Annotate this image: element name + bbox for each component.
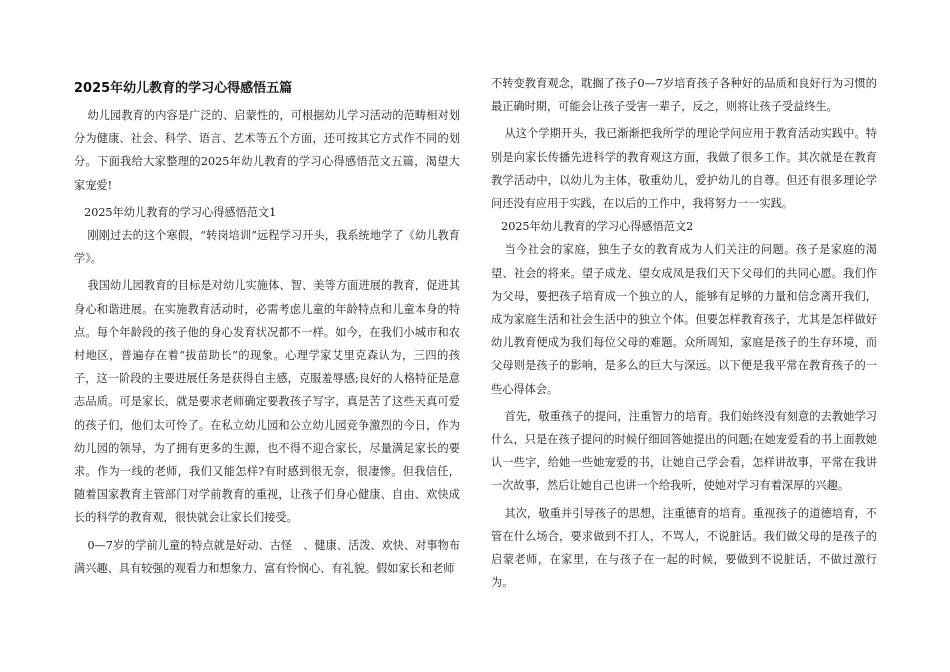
section-heading-1: 2025年幼儿教育的学习心得感悟范文1 bbox=[84, 205, 277, 219]
paragraph: 首先，敬重孩子的提问，注重智力的培育。我们始终没有刻意的去教她学习什么，只是在孩子提问的时候仔细回答她提出的问题;在她宠爱看的书上面教她认一些字，给她一些她宠爱的书，让她自己学会看，怎样讲故事，平常在我讲一次故事，然后让她自己也讲一个给我听，使她对学习有着深厚的兴趣。 bbox=[491, 409, 877, 493]
paragraph: 我国幼儿园教育的目标是对幼儿实施体、智、美等方面进展的教育，促进其身心和谐进展。在实施教育活动时，必需考虑儿童的年龄特点和儿童本身的特点。每个年龄段的孩子他的身心发育状况都不一样。如今，在我们小城市和农村地区，普遍存在着“拔苗助长”的现象。心理学家艾里克森认为，三四的孩子，这一阶段的主要进展任务是获得自主感，克服羞辱感;良好的人格特征是意志品质。可是家长，就是要求老师确定要教孩子写字，真是苦了这些天真可爱的孩子们，他们太可怜了。在私立幼儿园和公立幼儿园竞争激烈的今日，作为幼儿园的领导，为了拥有更多的生源，也不得不迎合家长，尽量满足家长的要求。作为一线的老师，我们又能怎样?有时感到很无奈，很凄惨。但我信任，随着国家教育主管部门对学前教育的重视，让孩子们身心健康、自由、欢快成长的科学的教育观，很快就会让家长们接受。 bbox=[74, 279, 460, 525]
paragraph: 其次，敬重并引导孩子的思想，注重德育的培育。重视孩子的道德培育，不管在什么场合，要求做到不打人，不骂人，不说脏话。我们做父母的是孩子的启蒙老师，在家里，在与孩子在一起的时候，要做到不说脏话，不做过激行为。 bbox=[491, 506, 877, 590]
left-column bbox=[74, 72, 460, 580]
paragraph-continued: 不转变教育观念，耽搁了孩子0—7岁培育孩子各种好的品质和良好行为习惯的最正确时期，可能会让孩子受害一辈子，反之，则将让孩子受益终生。 bbox=[491, 77, 877, 114]
right-column bbox=[491, 72, 877, 594]
document-title: 2025年幼儿教育的学习心得感悟五篇 bbox=[74, 81, 293, 96]
paragraph: 当今社会的家庭，独生子女的教育成为人们关注的问题。孩子是家庭的渴望、社会的将来。望子成龙、望女成凤是我们天下父母们的共同心愿。我们作为父母，要把孩子培育成一个独立的人，能够有足够的力量和信念离开我们，成为家庭生活和社会生活中的独立个体。但要怎样教育孩子，尤其是怎样做好幼儿教育便成为我们每位父母的难题。众所周知，家庭是孩子的生存环境，而父母则是孩子的影响，是多么的巨大与深远。以下便是我平常在教育孩子的一些心得体会。 bbox=[491, 243, 877, 396]
paragraph: 0—7岁的学前儿童的特点就是好动、古怪 、健康、活泼、欢快、对事物布满兴趣、具有较强的观看力和想象力、富有怜悯心、有礼貌。假如家长和老师 bbox=[74, 538, 460, 575]
section-heading-2: 2025年幼儿教育的学习心得感悟范文2 bbox=[501, 220, 694, 234]
intro-paragraph: 幼儿园教育的内容是广泛的、启蒙性的，可根据幼儿学习活动的范畴相对划分为健康、社会、科学、语言、艺术等五个方面，还可按其它方式作不同的划分。下面我给大家整理的2025年幼儿教育的学习心得感悟范文五篇，渴望大家宠爱! bbox=[74, 109, 460, 192]
paragraph: 刚刚过去的这个寒假，“转岗培训”远程学习开头，我系统地学了《幼儿教育学》。 bbox=[74, 229, 460, 266]
paragraph: 从这个学期开头，我已渐渐把我所学的理论学问应用于教育活动实践中。特别是向家长传播先进科学的教育观这方面，我做了很多工作。其次就是在教育教学活动中，以幼儿为主体，敬重幼儿，爱护幼儿的自尊。但还有很多理论学问还没有应用于实践，在以后的工作中，我将努力一一实践。 bbox=[491, 127, 877, 211]
